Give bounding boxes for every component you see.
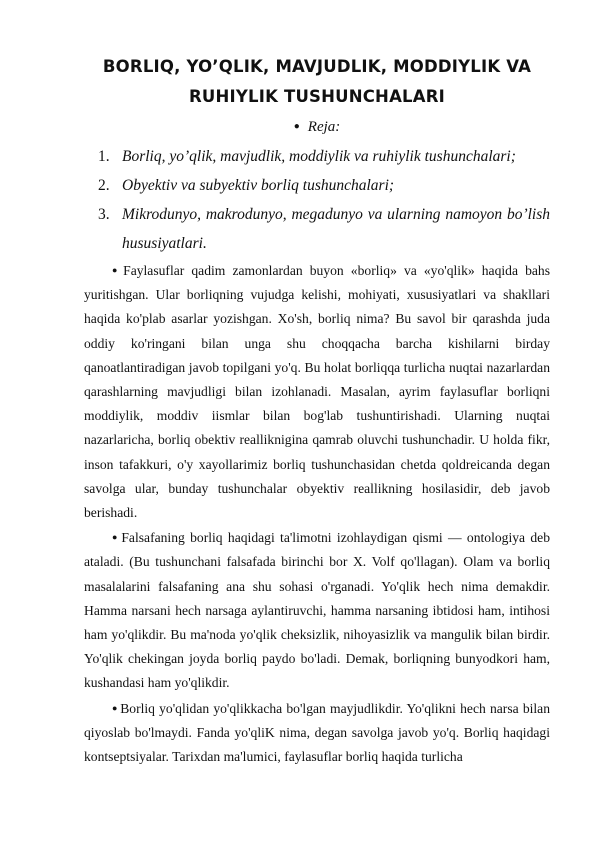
- title-line-2: RUHIYLIK TUSHUNCHALARI: [189, 87, 445, 106]
- bullet-icon: ●: [293, 121, 300, 132]
- plan-item-text: Borliq, yo’qlik, mavjudlik, moddiylik va ruhiylik tushunchalari;: [122, 148, 516, 165]
- plan-item: [98, 142, 550, 171]
- plan-item-number: 3.: [98, 206, 110, 223]
- paragraph-text: Falsafaning borliq haqidagi ta'limotni izohlaydigan qismi — ontologiya deb ataladi. (Bu tushunchani falsafada birinchi bor X. Volf qo'llagan). Olam va borliq masalalarini falsafaning ana shu sohasi o'rganadi. Yo'qlik hech nima demakdir. Hamma narsani hech narsaga aylantiruvchi, hamma narsaning ibtidosi ham, intihosi ham yo'qlikdir. Bu ma'noda yo'qlik cheksizlik, nihoyasizlik va mangulik bilan birdir. Yo'qlik chekingan joyda borliq paydo bo'ladi. Demak, borliqning bunyodkori ham, kushandasi ham yo'qlikdir.: [84, 530, 551, 691]
- plan-item: [98, 200, 550, 258]
- bullet-icon: ●: [112, 702, 119, 713]
- plan-item-number: 2.: [98, 177, 110, 194]
- bullet-icon: ●: [112, 265, 122, 275]
- body-paragraph: [84, 525, 550, 695]
- paragraph-text: Borliq yo'qlidan yo'qlikkacha bo'lgan mayjudlikdir. Yo'qlikni hech narsa bilan qiyoslab bo'lmaydi. Fanda yo'qliK nima, degan savolga javob yo'q. Borliq haqidagi kontseptsiyalar. Tarixdan ma'lumici, faylasuflar borliq haqida turlicha: [84, 700, 550, 765]
- plan-item-number: 1.: [98, 148, 110, 165]
- paragraph-text: Faylasuflar qadim zamonlardan buyon «borliq» va «yo'qlik» haqida bahs yuritishgan. Ular borliqning vujudga kelishi, mohiyati, xususiyatlari va shakllari haqida ko'plab asarlar yozishgan. Xo'sh, borliq nima? Bu savol bir qarashda juda oddiy ko'ringani bilan unga shu choqqacha barcha kishilarni birday qanoatlantiradigan javob topilgani yo'q. Bu holat borliqqa turlicha nuqtai nazarlardan qarashlarning mavjudligi bilan izohlanadi. Masalan, ayrim faylasuflar borliqni moddiylik, moddiv iismlar bilan bog'lab tushuntirishadi. Ularning nuqtai nazarlaricha, borliq obektiv reallikniginа qamrab oluvchi tushunchadir. U holda fikr, inson tafakkuri, o'y xayollarimiz borliq tushunchasidan chetda qoldreicanda degan savolga ular, bunday tushunchalar obyektiv reallikning hosilasidir, deb javob berishadi.: [84, 263, 551, 521]
- body-paragraph: [84, 696, 550, 770]
- document-title: [84, 52, 550, 112]
- bullet-icon: ●: [112, 532, 120, 543]
- plan-item-text: Obyektiv va subyektiv borliq tushunchalari;: [122, 177, 395, 194]
- body-paragraph: [84, 258, 550, 525]
- plan-item: [98, 171, 550, 200]
- plan-heading: [84, 116, 550, 138]
- plan-label: Reja:: [307, 119, 341, 135]
- plan-item-text: Mikrodunyo, makrodunyo, megadunyo va ularning namoyon bo’lish hususiyatlari.: [122, 206, 550, 252]
- plan-list: [84, 142, 550, 258]
- title-line-1: BORLIQ, YO’QLIK, MAVJUDLIK, MODDIYLIK VA: [102, 57, 532, 76]
